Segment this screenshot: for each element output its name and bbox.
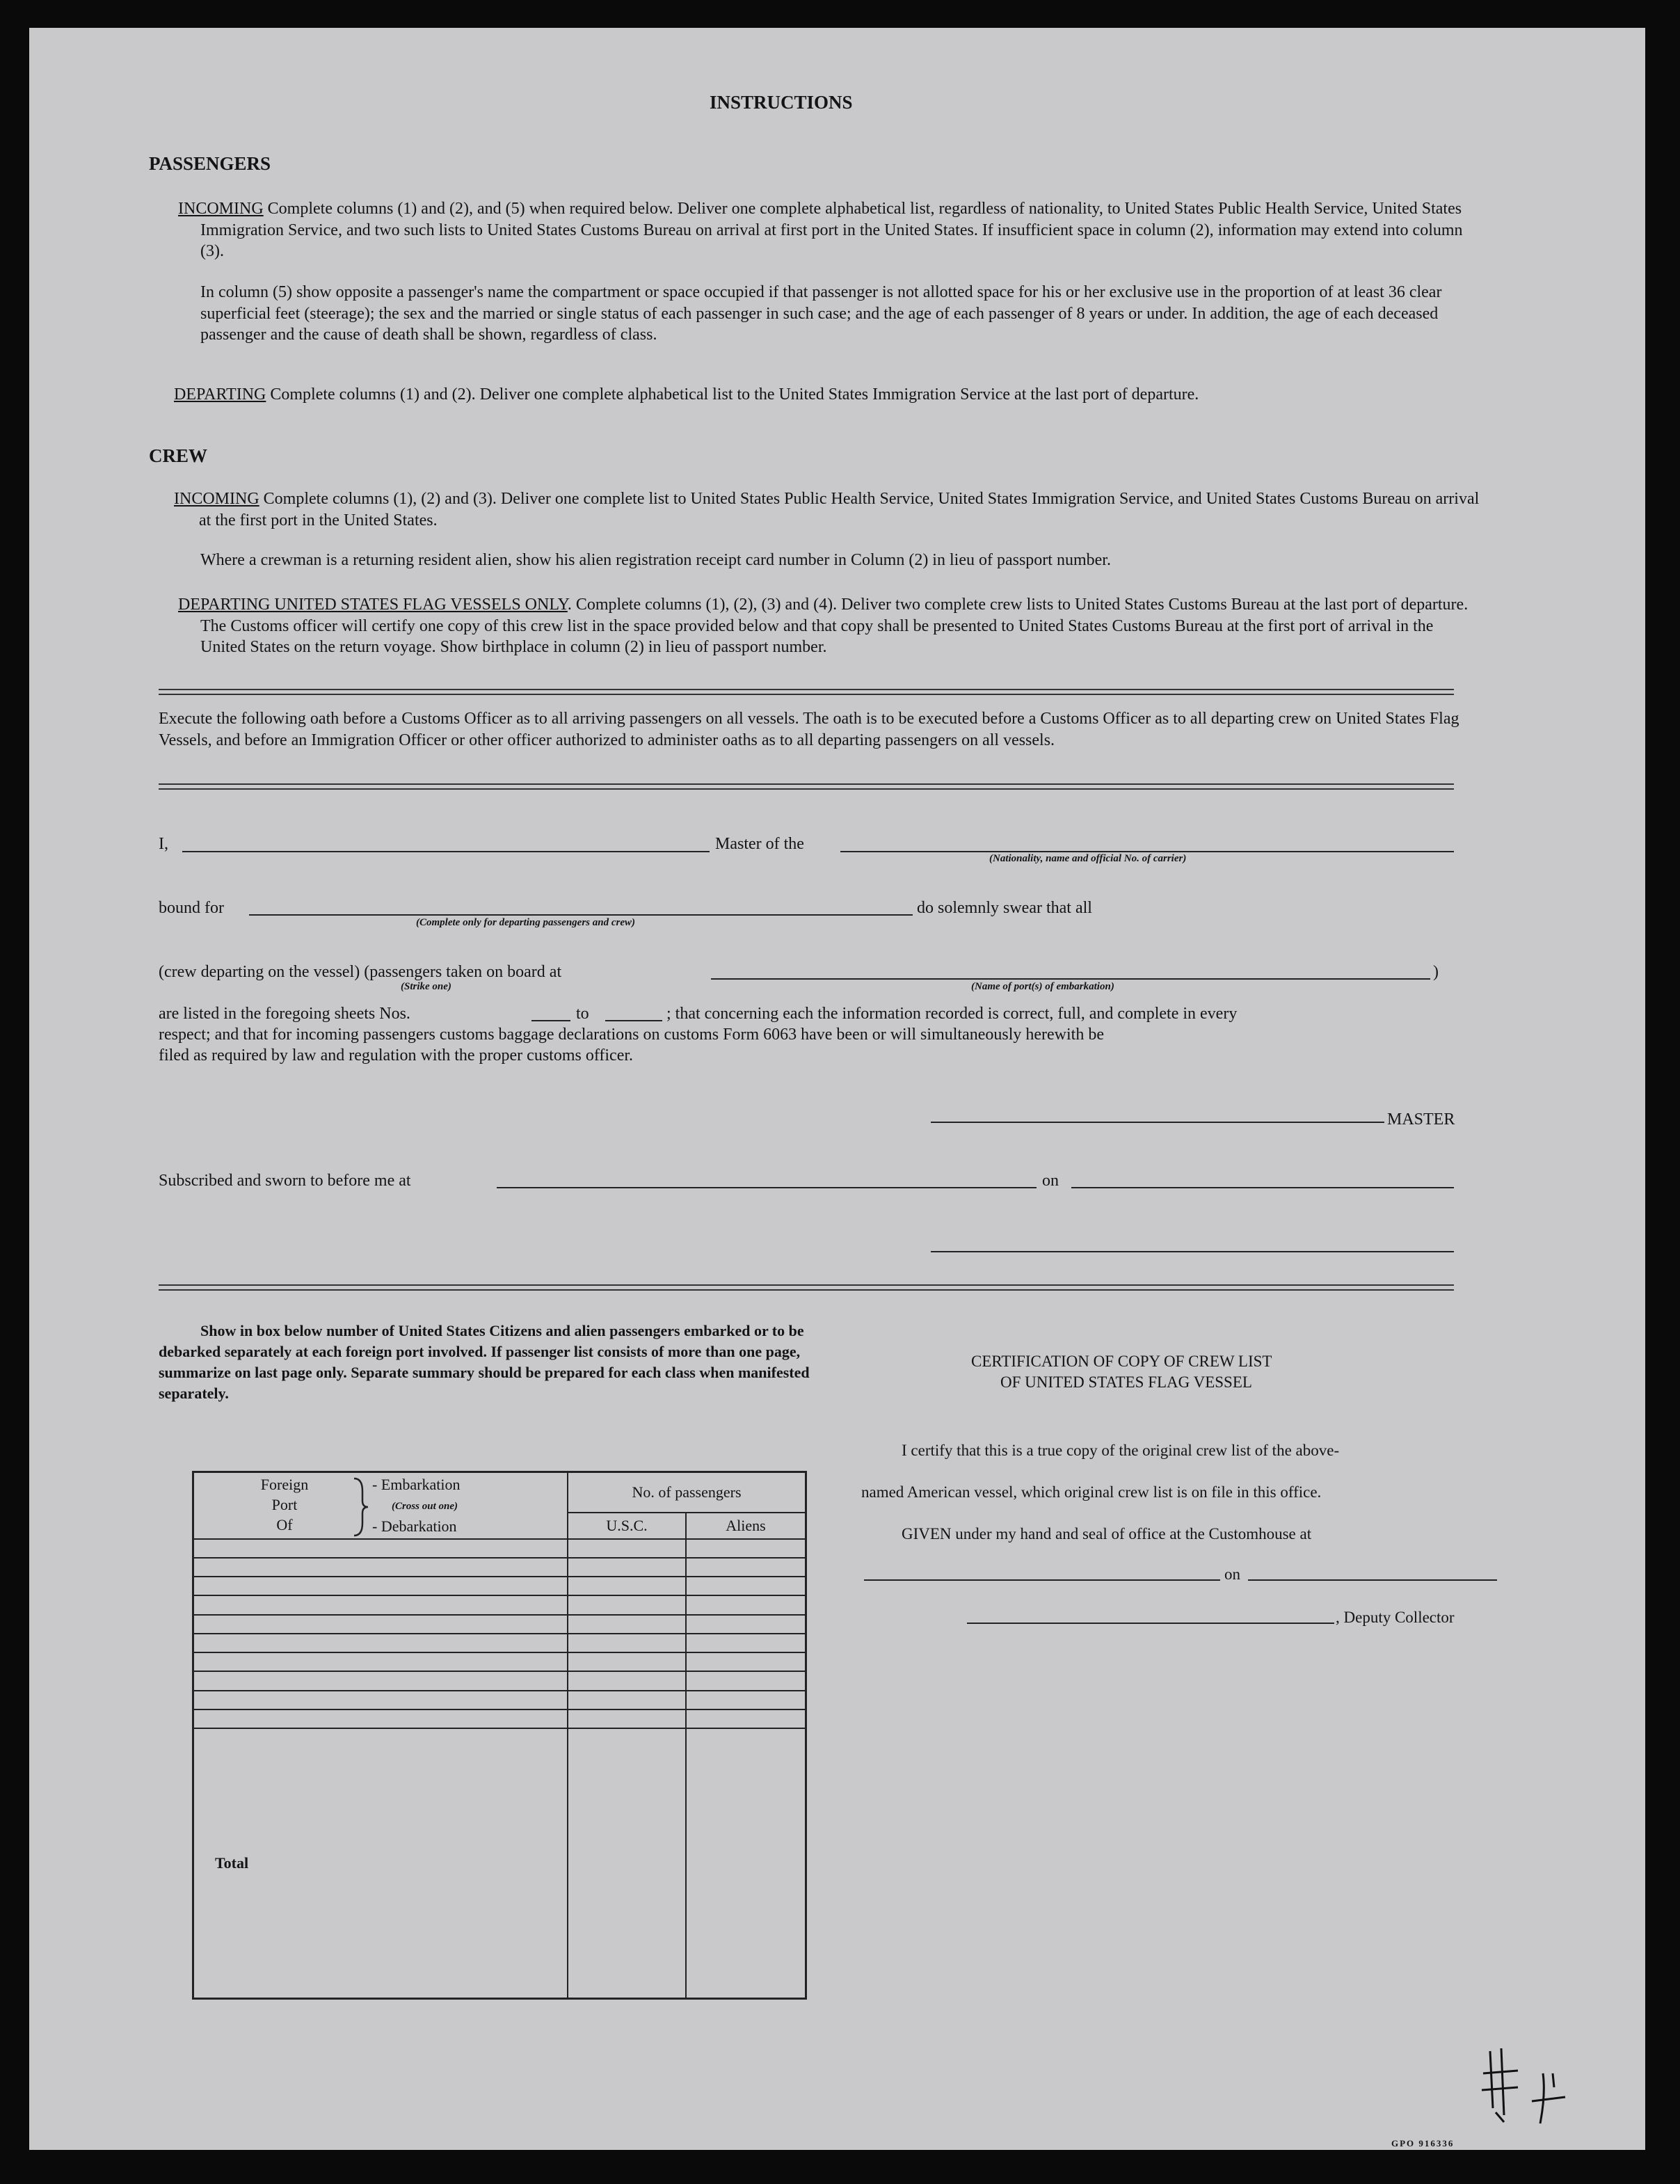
passengers-incoming-label: INCOMING [178,200,264,218]
summary-instruction: Show in box below number of United States Citizens and alien passengers embarked or to be debarked separately at each foreign port involved. If passenger list consists of more than one page, summarize on last page only. Separate summary should be prepared for each class when manifested separately. [159,1322,810,1402]
master-signature-field[interactable] [931,1122,1384,1123]
port-of-embarkation-field[interactable] [711,978,1430,980]
port-cell[interactable] [193,1539,568,1558]
debarkation-label: - Debarkation [372,1517,457,1535]
port-header-line: Of [276,1516,293,1533]
usc-cell[interactable] [568,1577,686,1595]
certification-date-field[interactable] [1248,1579,1497,1581]
cross-out-label: (Cross out one) [392,1501,458,1512]
passengers-column5-paragraph: In column (5) show opposite a passenger's name the compartment or space occupied if that passenger is not allotted space for his or her exclusive use in the proportion of at least 36 clear superficial feet (steerage); the sex and the married or single status of each passenger in such case; and the age of each passenger of 8 years or under. In addition, the age of each deceased passenger and the cause of death shall be shown, regardless of class. [200,283,1442,344]
passengers-incoming-paragraph [178,198,1480,262]
listed-text-4: filed as required by law and regulation with the proper customs officer. [159,1046,634,1065]
sworn-on-label: on [1042,1172,1059,1190]
port-cell[interactable] [193,1615,568,1634]
port-cell[interactable] [193,1577,568,1595]
strike-caption: (Strike one) [401,981,451,992]
passengers-heading: PASSENGERS [149,153,271,174]
port-header-line: Port [271,1496,298,1513]
certification-title-1: CERTIFICATION OF COPY OF CREW LIST [971,1353,1272,1370]
crew-incoming-label: INCOMING [174,490,259,508]
deputy-collector-signature-field[interactable] [967,1623,1334,1624]
listed-text-3: respect; and that for incoming passengers customs baggage declarations on customs Form 6063 have been or will simultaneously herewith be [159,1026,1104,1044]
form-page [29,28,1645,2150]
customhouse-field[interactable] [864,1579,1220,1581]
certify-text-2: named American vessel, which original crew list is on file in this office. [861,1483,1322,1501]
carrier-caption: (Nationality, name and official No. of carrier) [989,853,1187,864]
passengers-departing-label: DEPARTING [174,385,266,404]
listed-text-2: ; that concerning each the information recorded is correct, full, and complete in every [666,1005,1238,1023]
aliens-cell[interactable] [686,1709,806,1728]
aliens-cell[interactable] [686,1671,806,1690]
listed-text-1: are listed in the foregoing sheets Nos. [159,1005,410,1023]
master-of-the-label: Master of the [715,835,804,853]
deputy-collector-label: , Deputy Collector [1336,1609,1455,1626]
swear-text: do solemnly swear that all [917,899,1092,917]
aliens-cell[interactable] [686,1615,806,1634]
total-label: Total [193,1728,568,1999]
embarkation-label: - Embarkation [372,1476,461,1493]
aliens-cell[interactable] [686,1595,806,1614]
passengers-departing-text: Complete columns (1) and (2). Deliver one complete alphabetical list to the United States Immigration Service at the last port of departure. [270,385,1199,404]
aliens-cell[interactable] [686,1652,806,1671]
divider [159,783,1454,790]
usc-cell[interactable] [568,1671,686,1690]
port-caption: (Name of port(s) of embarkation) [971,981,1114,992]
oath-intro: Execute the following oath before a Customs Officer as to all arriving passengers on all vessels. The oath is to be executed before a Customs Officer as to all departing crew on United States Flag Vessels, and before an Immigration Officer or other officer authorized to administer oaths as to all departing passengers on all vessels. [159,710,1459,749]
foreign-port-header [193,1472,568,1539]
aliens-header: Aliens [686,1513,806,1539]
certify-text-1: I certify that this is a true copy of the original crew list of the above- [902,1442,1340,1459]
port-cell[interactable] [193,1691,568,1709]
usc-header: U.S.C. [568,1513,686,1539]
bound-for-field[interactable] [249,914,913,916]
no-of-passengers-header: No. of passengers [568,1472,806,1513]
crew-departing-paragraph [178,594,1480,658]
certification-on-label: on [1224,1565,1240,1583]
crew-heading: CREW [149,445,208,466]
usc-cell[interactable] [568,1558,686,1577]
aliens-cell[interactable] [686,1558,806,1577]
crew-departing-text: . Complete columns (1), (2), (3) and (4). Deliver two complete crew lists to United States Customs Bureau at the last port of departure. The Customs officer will certify one copy of this crew list in the space provided below and that copy shall be presented to United States Customs Bureau at the first port of arrival in the United States on the return voyage. Show birthplace in column (2) in lieu of passport number. [200,596,1469,656]
usc-cell[interactable] [568,1539,686,1558]
aliens-cell[interactable] [686,1634,806,1652]
master-name-field[interactable] [182,851,710,852]
crew-alien-paragraph: Where a crewman is a returning resident alien, show his alien registration receipt card number in Column (2) in lieu of passport number. [200,551,1111,569]
sheet-from-field[interactable] [531,1020,570,1021]
aliens-cell[interactable] [686,1691,806,1709]
crew-departing-text: (crew departing on the vessel) (passengers taken on board at [159,963,562,981]
port-cell[interactable] [193,1595,568,1614]
aliens-cell[interactable] [686,1539,806,1558]
crew-departing-label: DEPARTING UNITED STATES FLAG VESSELS ONLY [178,596,568,614]
usc-cell[interactable] [568,1709,686,1728]
carrier-field[interactable] [840,851,1454,852]
listed-to: to [576,1005,589,1023]
passengers-incoming-text: Complete columns (1) and (2), and (5) when required below. Deliver one complete alphabetical list, regardless of nationality, to United States Public Health Service, United States Immigration Service, and two such lists to United States Customs Bureau on arrival at first port in the United States. If insufficient space in column (2), information may extend into column (3). [200,200,1463,260]
certification-title-2: OF UNITED STATES FLAG VESSEL [1000,1373,1252,1391]
subscribed-label: Subscribed and sworn to before me at [159,1172,411,1190]
port-cell[interactable] [193,1558,568,1577]
usc-cell[interactable] [568,1615,686,1634]
aliens-cell[interactable] [686,1577,806,1595]
usc-cell[interactable] [568,1652,686,1671]
gpo-number: GPO 916336 [1391,2138,1455,2149]
usc-cell[interactable] [568,1691,686,1709]
usc-cell[interactable] [568,1595,686,1614]
divider [159,1284,1454,1291]
brace-icon [351,1476,371,1538]
master-label: MASTER [1387,1110,1455,1129]
sheet-to-field[interactable] [605,1020,662,1021]
passenger-summary-table [192,1471,807,2000]
crew-incoming-paragraph [174,488,1483,531]
page-title: INSTRUCTIONS [710,92,853,113]
close-paren: ) [1433,963,1439,981]
port-cell[interactable] [193,1634,568,1652]
divider [159,689,1454,695]
officer-signature-field[interactable] [931,1251,1454,1252]
oath-i-label: I, [159,835,168,853]
crew-incoming-text: Complete columns (1), (2) and (3). Deliver one complete list to United States Public Health Service, United States Immigration Service, and United States Customs Bureau on arrival at the first port in the United States. [199,490,1480,529]
handwritten-mark [1476,2046,1574,2129]
bound-caption: (Complete only for departing passengers and crew) [416,917,635,928]
passengers-departing-paragraph [174,384,1483,406]
port-header-line: Foreign [260,1476,309,1493]
port-cell[interactable] [193,1652,568,1671]
given-text: GIVEN under my hand and seal of office at the Customhouse at [902,1525,1312,1543]
aliens-total-cell[interactable] [686,1728,806,1999]
port-cell[interactable] [193,1671,568,1690]
sworn-place-field[interactable] [497,1187,1037,1188]
usc-total-cell[interactable] [568,1728,686,1999]
usc-cell[interactable] [568,1634,686,1652]
bound-for-label: bound for [159,899,224,917]
port-cell[interactable] [193,1709,568,1728]
sworn-date-field[interactable] [1071,1187,1454,1188]
